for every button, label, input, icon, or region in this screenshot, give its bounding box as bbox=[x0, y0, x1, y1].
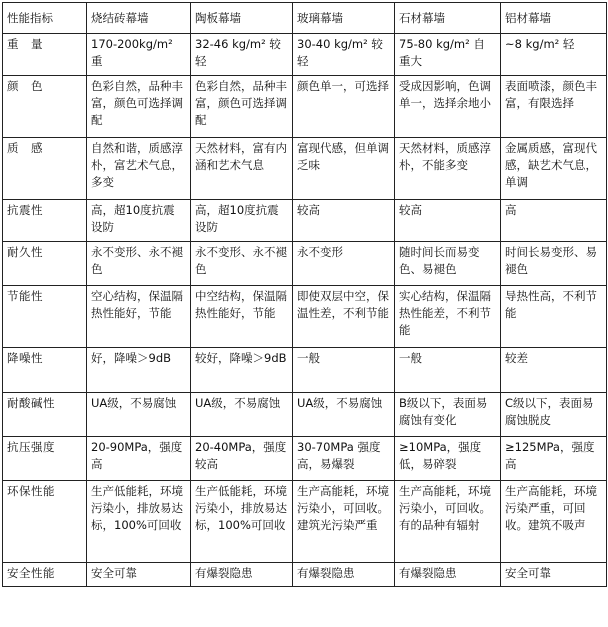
table-cell: 天然材料，质感淳朴，不能多变 bbox=[395, 138, 501, 200]
header-stone: 石材幕墙 bbox=[395, 3, 501, 34]
table-cell: 较高 bbox=[395, 200, 501, 242]
table-cell: 自然和谐，质感淳朴，富艺术气息，多变 bbox=[87, 138, 191, 200]
table-cell: 一般 bbox=[293, 348, 395, 393]
table-cell: 有爆裂隐患 bbox=[293, 563, 395, 587]
table-cell: UA级，不易腐蚀 bbox=[293, 393, 395, 437]
row-label: 环保性能 bbox=[3, 481, 87, 563]
table-cell: 金属质感，富现代感，缺艺术气息，单调 bbox=[501, 138, 607, 200]
table-cell: ≥125MPa，强度高 bbox=[501, 437, 607, 481]
table-cell: 生产高能耗，环境污染严重，可回收。建筑不吸声 bbox=[501, 481, 607, 563]
table-cell: 170-200kg/m² 重 bbox=[87, 34, 191, 76]
table-cell: 中空结构，保温隔热性能好，节能 bbox=[191, 286, 293, 348]
table-cell: 30-40 kg/m² 较轻 bbox=[293, 34, 395, 76]
row-label: 耐久性 bbox=[3, 242, 87, 286]
header-glass: 玻璃幕墙 bbox=[293, 3, 395, 34]
table-cell: 生产低能耗，环境污染小，排放易达标，100%可回收 bbox=[191, 481, 293, 563]
header-brick: 烧结砖幕墙 bbox=[87, 3, 191, 34]
table-row bbox=[3, 563, 607, 587]
table-cell: 30-70MPa 强度高，易爆裂 bbox=[293, 437, 395, 481]
header-terracotta: 陶板幕墙 bbox=[191, 3, 293, 34]
table-cell: 即使双层中空，保温性差，不利节能 bbox=[293, 286, 395, 348]
table-row bbox=[3, 437, 607, 481]
table-cell: 有爆裂隐患 bbox=[191, 563, 293, 587]
table-cell: 色彩自然，品种丰富，颜色可选择调配 bbox=[191, 76, 293, 138]
table-row bbox=[3, 393, 607, 437]
table-cell: 20-40MPa，强度较高 bbox=[191, 437, 293, 481]
table-cell: B级以下，表面易腐蚀有变化 bbox=[395, 393, 501, 437]
table-cell: UA级，不易腐蚀 bbox=[87, 393, 191, 437]
row-label: 节能性 bbox=[3, 286, 87, 348]
table-cell: 实心结构，保温隔热性能差，不利节能 bbox=[395, 286, 501, 348]
row-label: 降噪性 bbox=[3, 348, 87, 393]
table-cell: 空心结构，保温隔热性能好，节能 bbox=[87, 286, 191, 348]
header-row bbox=[3, 3, 607, 34]
table-cell: 高 bbox=[501, 200, 607, 242]
table-cell: 好，降噪＞9dB bbox=[87, 348, 191, 393]
table-cell: ~8 kg/m² 轻 bbox=[501, 34, 607, 76]
row-label: 抗压强度 bbox=[3, 437, 87, 481]
table-cell: C级以下，表面易腐蚀脱皮 bbox=[501, 393, 607, 437]
table-cell: 32-46 kg/m² 较轻 bbox=[191, 34, 293, 76]
table-cell: 受成因影响，色调单一，选择余地小 bbox=[395, 76, 501, 138]
table-cell: 较差 bbox=[501, 348, 607, 393]
table-cell: UA级，不易腐蚀 bbox=[191, 393, 293, 437]
table-cell: 有爆裂隐患 bbox=[395, 563, 501, 587]
table-cell: 高，超10度抗震设防 bbox=[191, 200, 293, 242]
table-row bbox=[3, 200, 607, 242]
table-cell: 永不变形、永不褪色 bbox=[87, 242, 191, 286]
table-row bbox=[3, 242, 607, 286]
row-label: 安全性能 bbox=[3, 563, 87, 587]
table-row bbox=[3, 76, 607, 138]
table-cell: 永不变形、永不褪色 bbox=[191, 242, 293, 286]
table-cell: 生产高能耗，环境污染小，可回收。建筑光污染严重 bbox=[293, 481, 395, 563]
table-cell: 时间长易变形、易褪色 bbox=[501, 242, 607, 286]
table-cell: 随时间长而易变色、易褪色 bbox=[395, 242, 501, 286]
table-cell: 表面喷漆，颜色丰富，有限选择 bbox=[501, 76, 607, 138]
table-row bbox=[3, 286, 607, 348]
row-label: 抗震性 bbox=[3, 200, 87, 242]
header-aluminum: 铝材幕墙 bbox=[501, 3, 607, 34]
table-cell: 生产低能耗，环境污染小，排放易达标，100%可回收 bbox=[87, 481, 191, 563]
row-label: 耐酸碱性 bbox=[3, 393, 87, 437]
table-cell: 天然材料，富有内涵和艺术气息 bbox=[191, 138, 293, 200]
table-row bbox=[3, 34, 607, 76]
table-cell: 安全可靠 bbox=[501, 563, 607, 587]
comparison-table-container bbox=[2, 2, 607, 587]
table-cell: 75-80 kg/m² 自重大 bbox=[395, 34, 501, 76]
table-cell: 颜色单一，可选择 bbox=[293, 76, 395, 138]
table-cell: 色彩自然，品种丰富，颜色可选择调配 bbox=[87, 76, 191, 138]
table-row bbox=[3, 348, 607, 393]
table-cell: 一般 bbox=[395, 348, 501, 393]
header-indicator: 性能指标 bbox=[3, 3, 87, 34]
row-label: 质 感 bbox=[3, 138, 87, 200]
table-cell: 永不变形 bbox=[293, 242, 395, 286]
table-row bbox=[3, 481, 607, 563]
table-cell: 较好，降噪＞9dB bbox=[191, 348, 293, 393]
row-label: 重 量 bbox=[3, 34, 87, 76]
table-cell: 高，超10度抗震设防 bbox=[87, 200, 191, 242]
table-cell: 生产高能耗，环境污染小，可回收。有的品种有辐射 bbox=[395, 481, 501, 563]
table-cell: 导热性高，不利节能 bbox=[501, 286, 607, 348]
table-cell: 较高 bbox=[293, 200, 395, 242]
table-row bbox=[3, 138, 607, 200]
row-label: 颜 色 bbox=[3, 76, 87, 138]
curtain-wall-comparison-table bbox=[2, 2, 607, 587]
table-cell: 20-90MPa，强度高 bbox=[87, 437, 191, 481]
table-cell: 富现代感，但单调乏味 bbox=[293, 138, 395, 200]
table-cell: 安全可靠 bbox=[87, 563, 191, 587]
table-cell: ≥10MPa，强度低，易碎裂 bbox=[395, 437, 501, 481]
